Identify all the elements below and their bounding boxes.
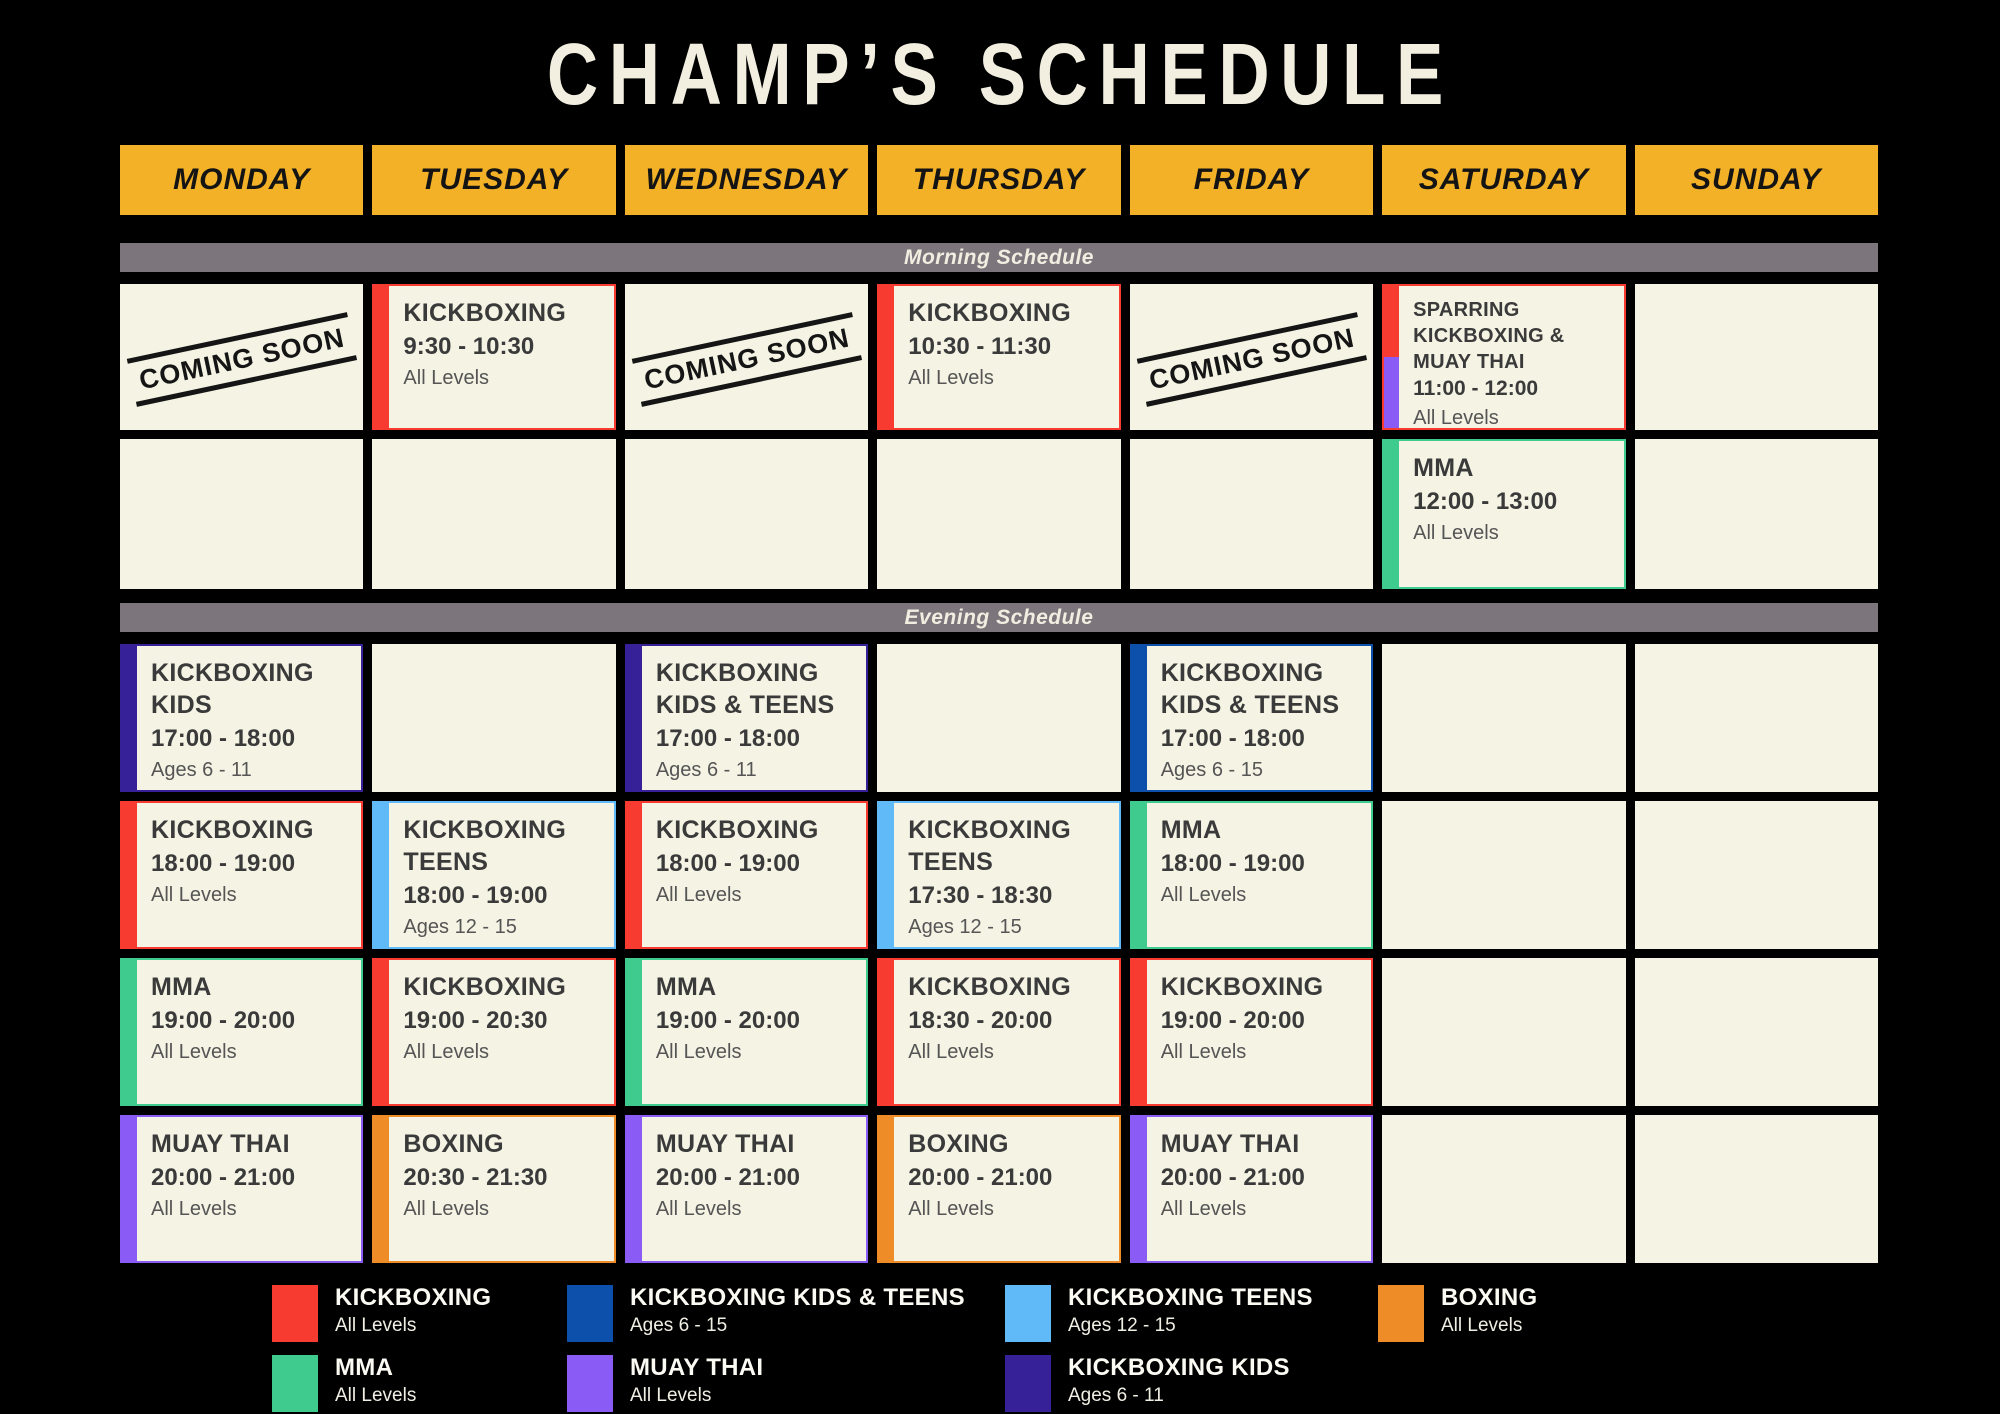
page-title-text: CHAMP’S SCHEDULE [546, 25, 1454, 124]
class-cell [120, 801, 363, 949]
legend-item [567, 1285, 1005, 1342]
legend-text [1441, 1285, 1537, 1337]
empty-cell [625, 439, 868, 589]
class-title: KICKBOXING [655, 816, 819, 844]
class-cell [372, 801, 615, 949]
class-cell [372, 1115, 615, 1263]
class-level: All Levels [403, 1041, 490, 1063]
class-title: MMA [1413, 454, 1474, 482]
legend-item-title: KICKBOXING TEENS [1068, 1284, 1313, 1311]
class-stripe [374, 803, 389, 947]
legend-item [1005, 1285, 1378, 1342]
class-level: All Levels [151, 1041, 237, 1063]
legend-swatch [272, 1355, 318, 1412]
legend-text [630, 1355, 763, 1407]
schedule-content [120, 145, 1878, 1412]
legend-item-title: MMA [335, 1354, 394, 1381]
class-time: 17:00 - 18:00 [151, 725, 296, 752]
class-cell [1382, 439, 1625, 589]
class-title: MUAY THAI [1160, 1130, 1300, 1158]
class-time: 17:00 - 18:00 [655, 725, 800, 752]
empty-cell [1382, 644, 1625, 792]
legend-item [272, 1355, 567, 1412]
legend-item-sub: Ages 6 - 11 [1068, 1385, 1164, 1407]
class-stripe [1132, 646, 1147, 790]
class-cell [120, 958, 363, 1106]
class-time: 9:30 - 10:30 [403, 333, 535, 360]
class-stripe [1132, 803, 1147, 947]
class-title: SPARRING KICKBOXING & MUAY THAI [1413, 299, 1565, 373]
section-banner-evening: Evening Schedule [120, 603, 1878, 632]
legend-item-sub: All Levels [630, 1385, 712, 1407]
legend-column [567, 1285, 1005, 1412]
empty-cell [372, 644, 615, 792]
class-cell-content [1384, 441, 1623, 545]
class-time: 17:30 - 18:30 [908, 882, 1053, 909]
class-cell [1130, 644, 1373, 792]
class-cell-content [374, 803, 613, 939]
empty-cell [1382, 801, 1625, 949]
class-time: 20:00 - 21:00 [151, 1164, 296, 1191]
class-level: All Levels [908, 367, 994, 389]
class-cell-content [374, 960, 613, 1064]
class-cell-content [122, 803, 361, 907]
legend-item-sub: All Levels [335, 1315, 417, 1337]
class-time: 20:00 - 21:00 [1160, 1164, 1305, 1191]
legend-item-title: MUAY THAI [630, 1354, 764, 1381]
legend-swatch [272, 1285, 318, 1342]
class-time: 20:30 - 21:30 [403, 1164, 548, 1191]
schedule-grid-evening [120, 644, 1878, 1263]
legend-item [1378, 1285, 1537, 1342]
class-stripe [374, 1117, 389, 1261]
legend-item [1005, 1355, 1378, 1412]
class-cell [120, 644, 363, 792]
class-level: All Levels [1413, 407, 1499, 429]
empty-cell [1382, 1115, 1625, 1263]
legend-item-sub: Ages 12 - 15 [1068, 1315, 1176, 1337]
legend-swatch [567, 1285, 613, 1342]
legend-text [335, 1285, 491, 1337]
class-cell-content [627, 1117, 866, 1221]
class-title: KICKBOXING KIDS & TEENS [655, 659, 835, 719]
class-level: All Levels [655, 1041, 742, 1063]
class-cell-content [122, 960, 361, 1064]
legend-item-sub: Ages 6 - 15 [630, 1315, 728, 1337]
day-header-monday: MONDAY [120, 145, 363, 215]
class-level: All Levels [655, 884, 742, 906]
legend-item [567, 1355, 1005, 1412]
class-title: MMA [1160, 816, 1222, 844]
class-level: All Levels [1413, 522, 1499, 544]
class-title: MMA [655, 973, 717, 1001]
class-cell-content [879, 1117, 1118, 1221]
class-cell [877, 284, 1120, 430]
class-cell [877, 801, 1120, 949]
day-header-tuesday: TUESDAY [372, 145, 615, 215]
class-cell-content [374, 286, 613, 390]
class-cell-content [627, 960, 866, 1064]
day-header-friday: FRIDAY [1130, 145, 1373, 215]
class-title: KICKBOXING KIDS [151, 659, 314, 719]
class-level: Ages 6 - 11 [655, 759, 757, 781]
class-level: All Levels [151, 1198, 237, 1220]
class-cell-content [122, 646, 361, 782]
class-level: Ages 12 - 15 [908, 916, 1022, 938]
class-title: BOXING [908, 1130, 1009, 1158]
class-stripe [1132, 960, 1147, 1104]
empty-cell [1635, 801, 1878, 949]
schedule-grid-morning [120, 284, 1878, 589]
legend-swatch [567, 1355, 613, 1412]
class-title: MUAY THAI [151, 1130, 290, 1158]
class-stripe [1384, 441, 1399, 587]
class-level: All Levels [151, 884, 237, 906]
class-title: KICKBOXING [403, 299, 567, 327]
class-time: 18:00 - 19:00 [403, 882, 548, 909]
class-cell-content [122, 1117, 361, 1221]
class-stripe [122, 960, 137, 1104]
empty-cell [1635, 644, 1878, 792]
day-header-saturday: SATURDAY [1382, 145, 1625, 215]
class-time: 19:00 - 20:00 [151, 1007, 296, 1034]
class-title: KICKBOXING [403, 973, 567, 1001]
legend-item-title: KICKBOXING KIDS [1068, 1354, 1290, 1381]
class-title: MUAY THAI [655, 1130, 795, 1158]
class-cell [1130, 1115, 1373, 1263]
class-title: KICKBOXING [908, 299, 1072, 327]
class-stripe [879, 803, 894, 947]
class-stripe [1132, 1117, 1147, 1261]
class-cell [625, 958, 868, 1106]
empty-cell [1130, 439, 1373, 589]
empty-cell [1635, 958, 1878, 1106]
class-stripe [879, 286, 894, 428]
class-cell-content [879, 803, 1118, 939]
legend-swatch [1378, 1285, 1424, 1342]
class-time: 12:00 - 13:00 [1413, 488, 1558, 515]
class-cell-content [627, 803, 866, 907]
legend [272, 1285, 1878, 1412]
legend-text [335, 1355, 416, 1407]
class-cell [625, 644, 868, 792]
class-level: All Levels [403, 367, 490, 389]
legend-swatch [1005, 1285, 1051, 1342]
class-level: All Levels [403, 1198, 490, 1220]
legend-item-title: BOXING [1441, 1284, 1538, 1311]
class-cell-content [1132, 646, 1371, 782]
class-cell-content [879, 286, 1118, 390]
empty-cell [877, 644, 1120, 792]
day-header-thursday: THURSDAY [877, 145, 1120, 215]
day-header-wednesday: WEDNESDAY [625, 145, 868, 215]
class-level: Ages 12 - 15 [403, 916, 517, 938]
empty-cell [1382, 958, 1625, 1106]
coming-soon-cell [120, 284, 363, 430]
class-stripe [374, 286, 389, 428]
day-header-sunday: SUNDAY [1635, 145, 1878, 215]
coming-soon-stamp: COMING SOON [1137, 312, 1367, 407]
class-level: All Levels [1160, 1198, 1247, 1220]
class-cell-content [627, 646, 866, 782]
coming-soon-stamp-wrap [625, 284, 868, 430]
legend-text [1068, 1285, 1313, 1337]
class-cell-content [1132, 1117, 1371, 1221]
class-time: 18:00 - 19:00 [1160, 850, 1305, 877]
legend-text [630, 1285, 965, 1337]
schedule-sections [120, 243, 1878, 1263]
class-cell [1130, 801, 1373, 949]
empty-cell [372, 439, 615, 589]
class-level: Ages 6 - 11 [151, 759, 252, 781]
class-time: 20:00 - 21:00 [655, 1164, 800, 1191]
class-cell [372, 284, 615, 430]
class-level: All Levels [908, 1198, 994, 1220]
class-stripe [879, 1117, 894, 1261]
class-cell [877, 958, 1120, 1106]
class-title: KICKBOXING TEENS [403, 816, 567, 876]
class-stripe [122, 646, 137, 790]
legend-column [1378, 1285, 1537, 1412]
class-time: 19:00 - 20:00 [655, 1007, 800, 1034]
section-banner-morning: Morning Schedule [120, 243, 1878, 272]
empty-cell [120, 439, 363, 589]
class-stripe [122, 803, 137, 947]
class-level: All Levels [1160, 1041, 1247, 1063]
class-cell [1130, 958, 1373, 1106]
legend-column [1005, 1285, 1378, 1412]
empty-cell [877, 439, 1120, 589]
coming-soon-stamp-wrap [120, 284, 363, 430]
class-time: 20:00 - 21:00 [908, 1164, 1053, 1191]
empty-cell [1635, 439, 1878, 589]
legend-item-title: KICKBOXING KIDS & TEENS [630, 1284, 965, 1311]
class-title: KICKBOXING KIDS & TEENS [1160, 659, 1340, 719]
class-cell [625, 801, 868, 949]
class-stripe [627, 803, 642, 947]
class-cell-content [879, 960, 1118, 1064]
class-time: 18:00 - 19:00 [151, 850, 296, 877]
class-level: Ages 6 - 15 [1160, 759, 1263, 781]
class-stripe [879, 960, 894, 1104]
page-title [0, 0, 2000, 124]
class-title: MMA [151, 973, 212, 1001]
class-time: 10:30 - 11:30 [908, 333, 1052, 360]
legend-swatch [1005, 1355, 1051, 1412]
class-cell [625, 1115, 868, 1263]
coming-soon-cell [1130, 284, 1373, 430]
empty-cell [1635, 284, 1878, 430]
class-stripe [627, 960, 642, 1104]
class-title: KICKBOXING TEENS [908, 816, 1072, 876]
class-stripe [374, 960, 389, 1104]
legend-item [272, 1285, 567, 1342]
class-title: KICKBOXING [908, 973, 1072, 1001]
class-stripe [122, 1117, 137, 1261]
class-time: 19:00 - 20:00 [1160, 1007, 1305, 1034]
class-time: 11:00 - 12:00 [1413, 377, 1539, 400]
class-time: 18:00 - 19:00 [655, 850, 800, 877]
legend-item-sub: All Levels [1441, 1315, 1523, 1337]
class-level: All Levels [1160, 884, 1247, 906]
coming-soon-stamp-wrap [1130, 284, 1373, 430]
class-time: 18:30 - 20:00 [908, 1007, 1053, 1034]
coming-soon-cell [625, 284, 868, 430]
legend-column [272, 1285, 567, 1412]
empty-cell [1635, 1115, 1878, 1263]
class-time: 17:00 - 18:00 [1160, 725, 1305, 752]
class-title: BOXING [403, 1130, 504, 1158]
class-cell-content [1384, 286, 1623, 430]
coming-soon-stamp: COMING SOON [632, 312, 862, 407]
class-stripe [627, 646, 642, 790]
class-stripe [627, 1117, 642, 1261]
class-title: KICKBOXING [151, 816, 314, 844]
class-cell-content [374, 1117, 613, 1221]
legend-item-title: KICKBOXING [335, 1284, 492, 1311]
class-cell-content [1132, 803, 1371, 907]
class-cell-content [1132, 960, 1371, 1064]
class-level: All Levels [908, 1041, 994, 1063]
class-cell [877, 1115, 1120, 1263]
class-level: All Levels [655, 1198, 742, 1220]
class-cell [372, 958, 615, 1106]
day-header-row [120, 145, 1878, 215]
class-cell [1382, 284, 1625, 430]
class-time: 19:00 - 20:30 [403, 1007, 548, 1034]
class-cell [120, 1115, 363, 1263]
class-title: KICKBOXING [1160, 973, 1324, 1001]
legend-text [1068, 1355, 1290, 1407]
legend-item-sub: All Levels [335, 1385, 417, 1407]
coming-soon-stamp: COMING SOON [127, 312, 357, 407]
class-stripe [1384, 286, 1399, 428]
